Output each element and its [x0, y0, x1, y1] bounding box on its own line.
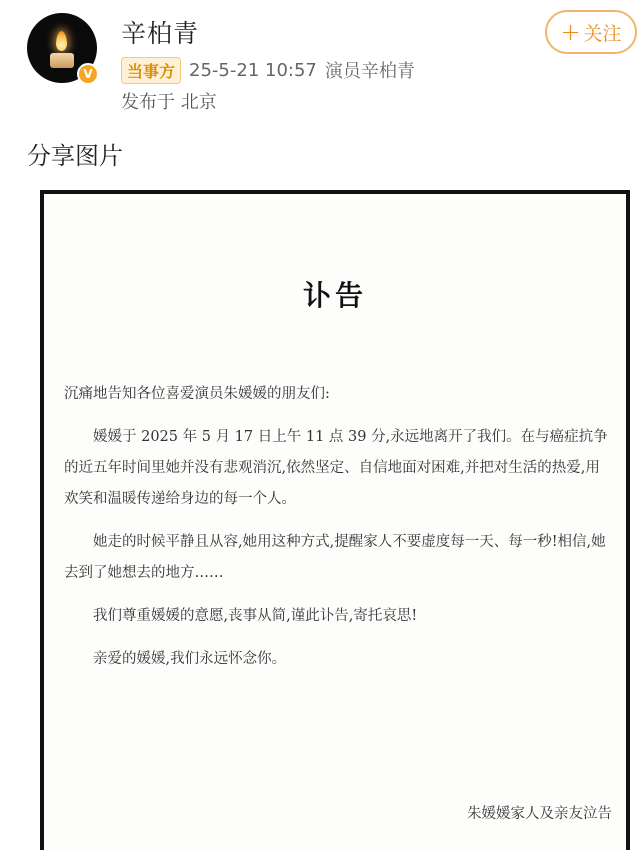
notice-paragraph: 她走的时候平静且从容,她用这种方式,提醒家人不要虚度每一天、每一秒!相信,她去到了她想去的地方…… [64, 534, 606, 581]
avatar[interactable] [27, 13, 97, 83]
candle-icon [50, 53, 74, 68]
notice-paragraph: 媛媛于 2025 年 5 月 17 日上午 11 点 39 分,永远地离开了我们。在与癌症抗争的近五年时间里她并没有悲观消沉,依然坚定、自信地面对困难,并把对生活的热爱,用欢笑和温暖传递给身边的每一个人。 [64, 429, 608, 507]
author-title: 演员辛柏青 [324, 61, 415, 82]
notice-salutation: 沉痛地告知各位喜爱演员朱媛媛的朋友们: [64, 386, 330, 402]
status-badge: 当事方 [121, 57, 181, 84]
plus-icon: + [560, 18, 581, 46]
follow-button[interactable] [545, 10, 637, 54]
post-meta [121, 57, 415, 83]
notice-image[interactable] [40, 190, 630, 850]
post-location: 发布于 北京 [121, 92, 217, 113]
verified-icon: V [77, 63, 99, 85]
notice-signature: 朱媛媛家人及亲友泣告 [467, 806, 612, 822]
notice-paragraph: 我们尊重媛媛的意愿,丧事从简,谨此讣告,寄托哀思! [93, 608, 418, 624]
follow-label: 关注 [583, 22, 622, 45]
notice-paragraph: 亲爱的媛媛,我们永远怀念你。 [93, 651, 287, 667]
post-timestamp: 25-5-21 10:57 [189, 59, 317, 81]
username[interactable]: 辛柏青 [121, 19, 200, 48]
notice-title: 讣告 [302, 279, 367, 312]
candle-flame-icon [56, 31, 67, 51]
post-text: 分享图片 [27, 142, 123, 170]
notice-body [64, 379, 610, 687]
